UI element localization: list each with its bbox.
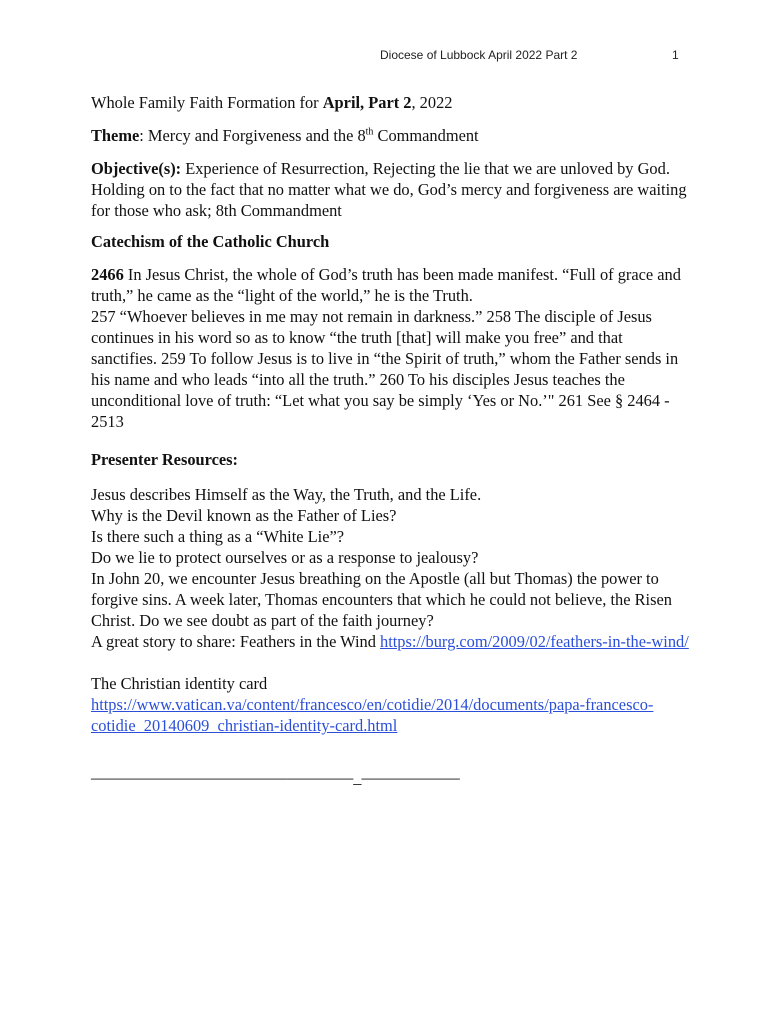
resource-line: Why is the Devil known as the Father of Lies? bbox=[91, 506, 397, 525]
resources-heading: Presenter Resources: bbox=[91, 450, 239, 469]
resource-line: Jesus describes Himself as the Way, the Truth, and the Life. bbox=[91, 485, 482, 504]
catechism-paragraph bbox=[91, 264, 691, 432]
theme-superscript: th bbox=[365, 126, 374, 138]
john20-paragraph: In John 20, we encounter Jesus breathing on the Apostle (all but Thomas) the power to forgive sins. A week later, Thomas encounters that which he could not believe, the Risen Christ. Do we see doubt as part of the faith journey? bbox=[91, 569, 672, 630]
objective-paragraph bbox=[91, 158, 691, 221]
story-text: A great story to share: Feathers in the Wind bbox=[91, 632, 380, 651]
feathers-link[interactable]: https://burg.com/2009/02/feathers-in-the-wind/ bbox=[380, 632, 689, 651]
catechism-text-2: 257 “Whoever believes in me may not remain in darkness.” 258 The disciple of Jesus continues in his word so as to know “the truth [that] will make you free” and that sanctifies. 259 To follow Jesus is to live in “the Spirit of truth,” whom the Father sends in his name and who leads “into all the truth.” 260 To his disciples Jesus teaches the unconditional love of truth: “Let what you say be simply ‘Yes or No.’" 261 See § 2464 - 2513 bbox=[91, 307, 679, 431]
title-prefix: Whole Family Faith Formation for bbox=[91, 93, 323, 112]
resource-line: Do we lie to protect ourselves or as a response to jealousy? bbox=[91, 548, 479, 567]
theme-line bbox=[91, 125, 691, 146]
title-suffix: , 2022 bbox=[411, 93, 453, 112]
theme-label: Theme bbox=[91, 126, 140, 145]
page-number: 1 bbox=[672, 48, 679, 62]
catechism-text-1: In Jesus Christ, the whole of God’s truth has been made manifest. “Full of grace and truth,” he came as the “light of the world,” he is the Truth. bbox=[91, 265, 681, 305]
theme-text: : Mercy and Forgiveness and the 8 bbox=[139, 126, 366, 145]
document-title bbox=[91, 92, 691, 113]
document-body bbox=[91, 92, 691, 788]
story-line bbox=[91, 631, 691, 652]
identity-card-title: The Christian identity card bbox=[91, 674, 268, 693]
resource-line: Is there such a thing as a “White Lie”? bbox=[91, 527, 345, 546]
objective-label: Objective(s): bbox=[91, 159, 182, 178]
running-header: Diocese of Lubbock April 2022 Part 2 bbox=[380, 48, 578, 62]
catechism-heading: Catechism of the Catholic Church bbox=[91, 232, 330, 251]
objective-text: Experience of Resurrection, Rejecting the lie that we are unloved by God. Holding on to the fact that no matter what we do, God’s mercy and forgiveness are waiting for those who ask; 8th Commandment bbox=[91, 159, 687, 220]
divider-line: ————————————————_—————— bbox=[91, 768, 460, 787]
catechism-number: 2466 bbox=[91, 265, 124, 284]
identity-card-link[interactable]: https://www.vatican.va/content/francesco/en/cotidie/2014/documents/papa-francesco-cotidie_20140609_christian-identity-card.html bbox=[91, 695, 654, 735]
title-bold: April, Part 2 bbox=[322, 93, 412, 112]
identity-card-line bbox=[91, 694, 691, 736]
theme-text-end: Commandment bbox=[373, 126, 479, 145]
resources-list bbox=[91, 484, 691, 652]
